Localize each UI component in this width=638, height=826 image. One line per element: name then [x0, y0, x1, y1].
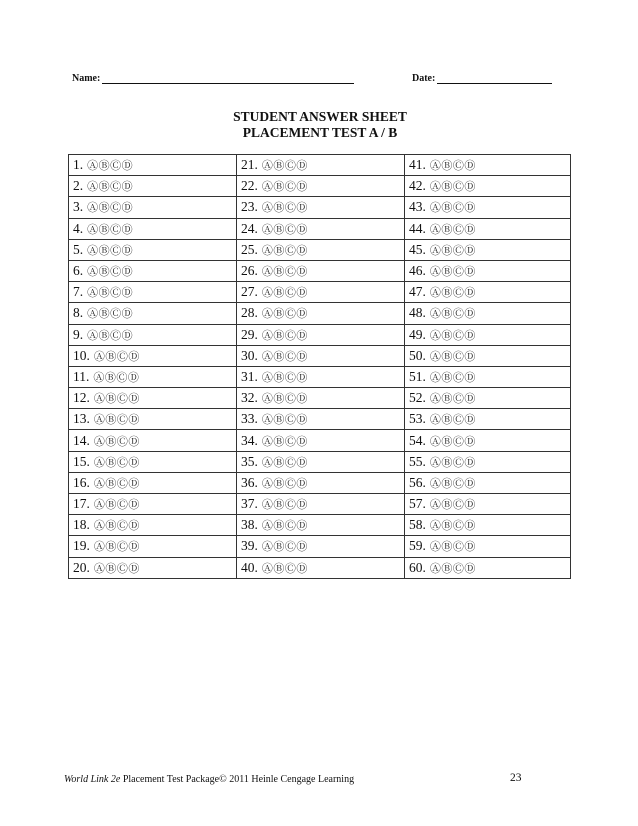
answer-row	[69, 218, 571, 239]
name-label: Name:	[72, 73, 101, 84]
page-title: STUDENT ANSWER SHEET	[233, 109, 407, 124]
answer-cell	[69, 239, 237, 260]
question-number: 46.	[409, 263, 426, 279]
answer-cell	[405, 366, 571, 387]
answer-cell	[405, 451, 571, 472]
answer-bubbles[interactable]: ⒶⒷⒸⒹ	[429, 243, 476, 257]
answer-bubbles[interactable]: ⒶⒷⒸⒹ	[261, 349, 308, 363]
answer-bubbles[interactable]: ⒶⒷⒸⒹ	[261, 201, 308, 215]
answer-cell	[237, 239, 405, 260]
answer-cell	[405, 557, 571, 578]
question-number: 10.	[73, 347, 90, 363]
question-number: 20.	[73, 559, 90, 575]
answer-cell	[69, 557, 237, 578]
question-number: 50.	[409, 347, 426, 363]
date-field[interactable]	[412, 73, 552, 84]
answer-cell	[405, 218, 571, 239]
question-number: 36.	[241, 474, 258, 490]
answer-row	[69, 472, 571, 493]
question-number: 31.	[241, 368, 258, 384]
question-number: 52.	[409, 390, 426, 406]
answer-bubbles[interactable]: ⒶⒷⒸⒹ	[261, 540, 308, 554]
answer-bubbles[interactable]: ⒶⒷⒸⒹ	[261, 265, 308, 279]
answer-row	[69, 451, 571, 472]
name-field[interactable]	[72, 73, 354, 84]
question-number: 48.	[409, 305, 426, 321]
question-number: 22.	[241, 178, 258, 194]
answer-bubbles[interactable]: ⒶⒷⒸⒹ	[429, 159, 476, 173]
answer-bubbles[interactable]: ⒶⒷⒸⒹ	[261, 370, 308, 384]
question-number: 15.	[73, 453, 90, 469]
answer-row	[69, 239, 571, 260]
answer-cell	[237, 388, 405, 409]
answer-bubbles[interactable]: ⒶⒷⒸⒹ	[261, 455, 308, 469]
question-number: 58.	[409, 517, 426, 533]
question-number: 4.	[73, 220, 84, 236]
question-number: 40.	[241, 559, 258, 575]
answer-cell	[69, 430, 237, 451]
answer-cell	[69, 472, 237, 493]
answer-row	[69, 324, 571, 345]
answer-bubbles[interactable]: ⒶⒷⒸⒹ	[261, 392, 308, 406]
answer-cell	[69, 324, 237, 345]
question-number: 7.	[73, 284, 84, 300]
answer-cell	[405, 176, 571, 197]
question-number: 39.	[241, 538, 258, 554]
question-number: 3.	[73, 199, 84, 215]
answer-cell	[237, 557, 405, 578]
answer-bubbles[interactable]: ⒶⒷⒸⒹ	[87, 307, 134, 321]
answer-cell	[237, 494, 405, 515]
answer-cell	[237, 472, 405, 493]
question-number: 28.	[241, 305, 258, 321]
question-number: 37.	[241, 496, 258, 512]
answer-cell	[237, 324, 405, 345]
question-number: 18.	[73, 517, 90, 533]
answer-cell	[69, 388, 237, 409]
answer-row	[69, 176, 571, 197]
answer-cell	[237, 155, 405, 176]
footer-title: World Link 2e	[64, 774, 121, 785]
answer-cell	[405, 515, 571, 536]
answer-bubbles[interactable]: ⒶⒷⒸⒹ	[261, 159, 308, 173]
answer-row	[69, 260, 571, 281]
answer-bubbles[interactable]: ⒶⒷⒸⒹ	[429, 476, 476, 490]
question-number: 51.	[409, 368, 426, 384]
answer-bubbles[interactable]: ⒶⒷⒸⒹ	[429, 201, 476, 215]
question-number: 5.	[73, 241, 84, 257]
answer-bubbles[interactable]: ⒶⒷⒸⒹ	[429, 222, 476, 236]
answer-bubbles[interactable]: ⒶⒷⒸⒹ	[429, 498, 476, 512]
answer-bubbles[interactable]: ⒶⒷⒸⒹ	[429, 519, 476, 533]
answer-cell	[405, 260, 571, 281]
answer-bubbles[interactable]: ⒶⒷⒸⒹ	[429, 307, 476, 321]
question-number: 35.	[241, 453, 258, 469]
answer-bubbles[interactable]: ⒶⒷⒸⒹ	[87, 201, 134, 215]
question-number: 55.	[409, 453, 426, 469]
answer-cell	[405, 388, 571, 409]
answer-row	[69, 366, 571, 387]
answer-cell	[405, 494, 571, 515]
question-number: 11.	[73, 368, 90, 384]
answer-cell	[237, 536, 405, 557]
answer-row	[69, 536, 571, 557]
answer-bubbles[interactable]: ⒶⒷⒸⒹ	[261, 286, 308, 300]
answer-cell	[237, 451, 405, 472]
answer-row	[69, 155, 571, 176]
answer-cell	[237, 345, 405, 366]
answer-cell	[69, 494, 237, 515]
answer-bubbles[interactable]: ⒶⒷⒸⒹ	[261, 307, 308, 321]
page-subtitle: PLACEMENT TEST A / B	[242, 125, 398, 140]
answer-cell	[405, 345, 571, 366]
answer-row	[69, 282, 571, 303]
answer-bubbles[interactable]: ⒶⒷⒸⒹ	[429, 180, 476, 194]
question-number: 38.	[241, 517, 258, 533]
answer-cell	[237, 260, 405, 281]
answer-row	[69, 515, 571, 536]
answer-bubbles[interactable]: ⒶⒷⒸⒹ	[87, 222, 134, 236]
answer-cell	[237, 197, 405, 218]
answer-cell	[69, 536, 237, 557]
answer-bubbles[interactable]: ⒶⒷⒸⒹ	[87, 286, 134, 300]
answer-bubbles[interactable]: ⒶⒷⒸⒹ	[261, 476, 308, 490]
question-number: 47.	[409, 284, 426, 300]
answer-cell	[405, 155, 571, 176]
answer-row	[69, 303, 571, 324]
answer-bubbles[interactable]: ⒶⒷⒸⒹ	[429, 286, 476, 300]
answer-cell	[69, 366, 237, 387]
answer-cell	[237, 282, 405, 303]
name-line[interactable]	[102, 73, 354, 84]
date-label: Date:	[412, 73, 436, 84]
answer-row	[69, 409, 571, 430]
answer-cell	[237, 430, 405, 451]
answer-bubbles[interactable]: ⒶⒷⒸⒹ	[261, 413, 308, 427]
answer-cell	[405, 430, 571, 451]
question-number: 14.	[73, 432, 90, 448]
question-number: 12.	[73, 390, 90, 406]
answer-bubbles[interactable]: ⒶⒷⒸⒹ	[261, 434, 308, 448]
answer-bubbles[interactable]: ⒶⒷⒸⒹ	[429, 265, 476, 279]
answer-cell	[69, 218, 237, 239]
date-line[interactable]	[437, 73, 552, 84]
question-number: 45.	[409, 241, 426, 257]
answer-row	[69, 388, 571, 409]
question-number: 32.	[241, 390, 258, 406]
question-number: 43.	[409, 199, 426, 215]
answer-bubbles[interactable]: ⒶⒷⒸⒹ	[87, 180, 134, 194]
question-number: 49.	[409, 326, 426, 342]
answer-cell	[69, 176, 237, 197]
answer-grid	[68, 154, 571, 579]
answer-cell	[405, 324, 571, 345]
answer-bubbles[interactable]: ⒶⒷⒸⒹ	[261, 498, 308, 512]
answer-bubbles[interactable]: ⒶⒷⒸⒹ	[87, 328, 134, 342]
answer-cell	[69, 282, 237, 303]
answer-cell	[69, 303, 237, 324]
question-number: 60.	[409, 559, 426, 575]
answer-bubbles[interactable]: ⒶⒷⒸⒹ	[429, 370, 476, 384]
question-number: 24.	[241, 220, 258, 236]
answer-cell	[237, 176, 405, 197]
answer-bubbles[interactable]: ⒶⒷⒸⒹ	[93, 392, 140, 406]
answer-bubbles[interactable]: ⒶⒷⒸⒹ	[87, 243, 134, 257]
question-number: 25.	[241, 241, 258, 257]
question-number: 42.	[409, 178, 426, 194]
answer-cell	[405, 303, 571, 324]
page-number: 23	[510, 772, 522, 784]
answer-cell	[69, 260, 237, 281]
answer-bubbles[interactable]: ⒶⒷⒸⒹ	[429, 413, 476, 427]
answer-bubbles[interactable]: ⒶⒷⒸⒹ	[429, 328, 476, 342]
answer-cell	[69, 197, 237, 218]
answer-bubbles[interactable]: ⒶⒷⒸⒹ	[93, 455, 140, 469]
answer-cell	[69, 345, 237, 366]
question-number: 8.	[73, 305, 84, 321]
answer-bubbles[interactable]: ⒶⒷⒸⒹ	[429, 540, 476, 554]
answer-cell	[237, 218, 405, 239]
answer-cell	[69, 409, 237, 430]
question-number: 53.	[409, 411, 426, 427]
question-number: 17.	[73, 496, 90, 512]
question-number: 21.	[241, 157, 258, 173]
question-number: 23.	[241, 199, 258, 215]
answer-row	[69, 430, 571, 451]
answer-cell	[69, 515, 237, 536]
question-number: 9.	[73, 326, 84, 342]
answer-bubbles[interactable]: ⒶⒷⒸⒹ	[93, 349, 140, 363]
answer-bubbles[interactable]: ⒶⒷⒸⒹ	[93, 476, 140, 490]
question-number: 41.	[409, 157, 426, 173]
question-number: 27.	[241, 284, 258, 300]
question-number: 56.	[409, 474, 426, 490]
answer-bubbles[interactable]: ⒶⒷⒸⒹ	[261, 243, 308, 257]
question-number: 33.	[241, 411, 258, 427]
footer-copyright: Placement Test Package© 2011 Heinle Cengage Learning	[120, 774, 355, 785]
answer-bubbles[interactable]: ⒶⒷⒸⒹ	[93, 519, 140, 533]
question-number: 1.	[73, 157, 84, 173]
answer-cell	[237, 366, 405, 387]
answer-cell	[69, 155, 237, 176]
answer-bubbles[interactable]: ⒶⒷⒸⒹ	[429, 561, 476, 575]
answer-cell	[405, 409, 571, 430]
answer-cell	[405, 239, 571, 260]
question-number: 44.	[409, 220, 426, 236]
question-number: 34.	[241, 432, 258, 448]
answer-bubbles[interactable]: ⒶⒷⒸⒹ	[261, 519, 308, 533]
answer-bubbles[interactable]: ⒶⒷⒸⒹ	[93, 413, 140, 427]
answer-cell	[405, 472, 571, 493]
answer-cell	[405, 197, 571, 218]
answer-bubbles[interactable]: ⒶⒷⒸⒹ	[261, 222, 308, 236]
answer-bubbles[interactable]: ⒶⒷⒸⒹ	[93, 370, 140, 384]
answer-bubbles[interactable]: ⒶⒷⒸⒹ	[93, 540, 140, 554]
answer-row	[69, 345, 571, 366]
footer	[64, 774, 528, 785]
answer-bubbles[interactable]: ⒶⒷⒸⒹ	[429, 455, 476, 469]
question-number: 2.	[73, 178, 84, 194]
answer-bubbles[interactable]: ⒶⒷⒸⒹ	[429, 392, 476, 406]
answer-cell	[405, 282, 571, 303]
answer-row	[69, 494, 571, 515]
question-number: 6.	[73, 263, 84, 279]
answer-bubbles[interactable]: ⒶⒷⒸⒹ	[93, 434, 140, 448]
header-fields	[72, 73, 572, 89]
answer-bubbles[interactable]: ⒶⒷⒸⒹ	[261, 180, 308, 194]
answer-bubbles[interactable]: ⒶⒷⒸⒹ	[261, 328, 308, 342]
answer-bubbles[interactable]: ⒶⒷⒸⒹ	[429, 434, 476, 448]
answer-cell	[405, 536, 571, 557]
answer-cell	[69, 451, 237, 472]
answer-cell	[237, 515, 405, 536]
question-number: 29.	[241, 326, 258, 342]
answer-row	[69, 197, 571, 218]
title-block	[0, 109, 638, 141]
answer-bubbles[interactable]: ⒶⒷⒸⒹ	[261, 561, 308, 575]
answer-cell	[237, 409, 405, 430]
question-number: 57.	[409, 496, 426, 512]
answer-cell	[237, 303, 405, 324]
answer-bubbles[interactable]: ⒶⒷⒸⒹ	[429, 349, 476, 363]
question-number: 54.	[409, 432, 426, 448]
question-number: 30.	[241, 347, 258, 363]
answer-bubbles[interactable]: ⒶⒷⒸⒹ	[87, 265, 134, 279]
answer-bubbles[interactable]: ⒶⒷⒸⒹ	[93, 561, 140, 575]
answer-bubbles[interactable]: ⒶⒷⒸⒹ	[87, 159, 134, 173]
answer-row	[69, 557, 571, 578]
question-number: 19.	[73, 538, 90, 554]
question-number: 59.	[409, 538, 426, 554]
question-number: 26.	[241, 263, 258, 279]
question-number: 13.	[73, 411, 90, 427]
question-number: 16.	[73, 474, 90, 490]
answer-bubbles[interactable]: ⒶⒷⒸⒹ	[93, 498, 140, 512]
